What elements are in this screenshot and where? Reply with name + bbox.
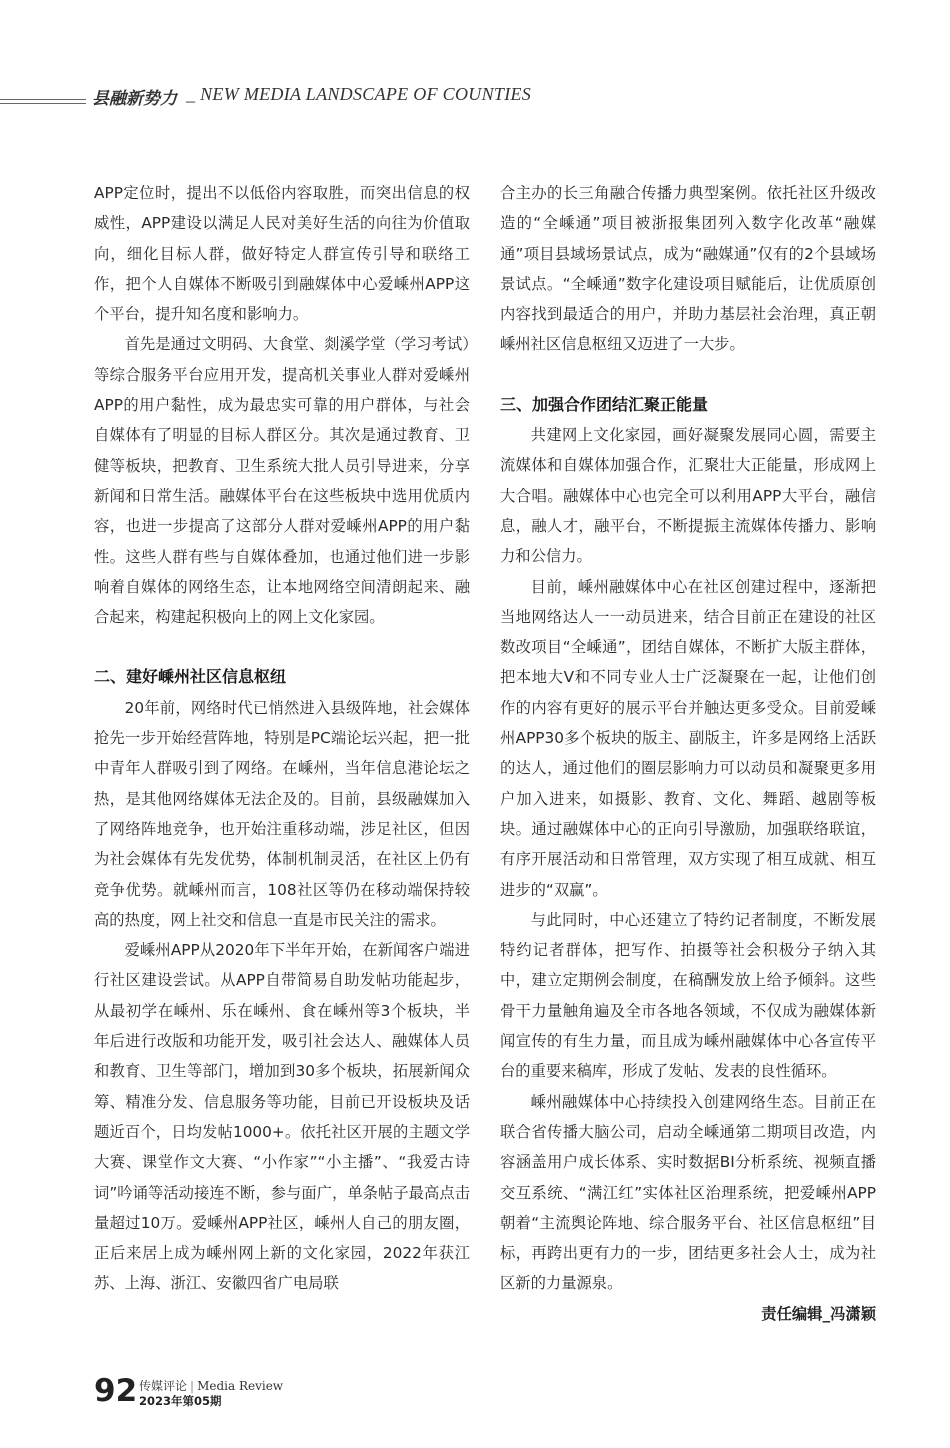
page-footer xyxy=(94,1375,494,1415)
right-column xyxy=(500,178,876,1329)
page-number: 92 xyxy=(94,1373,138,1409)
journal-name-cn: 传媒评论 xyxy=(139,1379,188,1393)
left-column xyxy=(94,178,470,1299)
section-heading: 二、建好嵊州社区信息枢纽 xyxy=(94,667,287,687)
paragraph: 目前，嵊州融媒体中心在社区创建过程中，逐渐把当地网络达人一一动员进来，结合目前正在建设的社区数改项目“全嵊通”，团结自媒体，不断扩大版主群体，把本地大V和不同专业人士广泛凝聚在一起，让他们创作的内容有更好的展示平台并触达更多受众。目前爱嵊州APP30多个板块的版主、副版主，许多是网络上活跃的达人，通过他们的圈层影响力可以动员和凝聚更多用户加入进来，如摄影、教育、文化、舞蹈、越剧等板块。通过融媒体中心的正向引导激励，加强联络联谊，有序开展活动和日常管理，双方实现了相互成就、相互进步的“双赢”。 xyxy=(500,577,876,899)
header-rule xyxy=(0,99,86,104)
running-header xyxy=(0,80,950,116)
paragraph: 与此同时，中心还建立了特约记者制度，不断发展特约记者群体，把写作、拍摄等社会积极分子纳入其中，建立定期例会制度，在稿酬发放上给予倾斜。这些骨干力量触角遍及全市各地各领域，不仅成为融媒体新闻宣传的有生力量，而且成为嵊州融媒体中心各宣传平台的重要来稿库，形成了发帖、发表的良性循环。 xyxy=(500,910,876,1081)
section-title-en xyxy=(186,84,531,105)
paragraph: 共建网上文化家园，画好凝聚发展同心圆，需要主流媒体和自媒体加强合作，汇聚壮大正能量，形成网上大合唱。融媒体中心也完全可以利用APP大平台，融信息，融人才，融平台，不断提振主流媒体传播力、影响力和公信力。 xyxy=(500,426,876,566)
journal-name xyxy=(139,1377,283,1394)
journal-name-en: Media Review xyxy=(197,1379,284,1393)
paragraph: 嵊州融媒体中心持续投入创建网络生态。目前正在联合省传播大脑公司，启动全嵊通第二期项目改造，内容涵盖用户成长体系、实时数据BI分析系统、视频直播交互系统、“满江红”实体社区治理系统，把爱嵊州APP朝着“主流舆论阵地、综合服务平台、社区信息枢纽”目标，再跨出更有力的一步，团结更多社会人士，成为社区新的力量源泉。 xyxy=(500,1092,876,1293)
spacer xyxy=(500,360,876,390)
paragraph: APP定位时，提出不以低俗内容取胜，而突出信息的权威性，APP建设以满足人民对美好生活的向往为价值取向，细化目标人群，做好特定人群宣传引导和联络工作，把个人自媒体不断吸引到融媒体中心爱嵊州APP这个平台，提升知名度和影响力。 xyxy=(94,184,470,324)
journal-separator: | xyxy=(190,1379,195,1393)
paragraph: 首先是通过文明码、大食堂、剡溪学堂（学习考试）等综合服务平台应用开发，提高机关事业人群对爱嵊州APP的用户黏性，成为最忠实可靠的用户群体，与社会自媒体有了明显的目标人群区分。其次是通过教育、卫健等板块，把教育、卫生系统大批人员引导进来，分享新闻和日常生活。融媒体平台在这些板块中选用优质内容，也进一步提高了这部分人群对爱嵊州APP的用户黏性。这些人群有些与自媒体叠加，也通过他们进一步影响着自媒体的网络生态，让本地网络空间清朗起来、融合起来，构建起积极向上的网上文化家园。 xyxy=(94,335,470,627)
paragraph: 合主办的长三角融合传播力典型案例。依托社区升级改造的“全嵊通”项目被浙报集团列入数字化改革“融媒通”项目县域场景试点，成为“融媒通”仅有的2个县域场景试点。“全嵊通”数字化建设项目赋能后，让优质原创内容找到最适合的用户，并助力基层社会治理，真正朝嵊州社区信息枢纽又迈进了一大步。 xyxy=(500,184,876,354)
section-title-cn: 县融新势力 xyxy=(92,89,177,109)
section-title-en-text: NEW MEDIA LANDSCAPE OF COUNTIES xyxy=(200,84,532,104)
responsible-editor: 责任编辑_冯潇颖 xyxy=(761,1304,876,1323)
spacer xyxy=(94,632,470,662)
header-separator: _ xyxy=(186,84,196,104)
section-heading: 三、加强合作团结汇聚正能量 xyxy=(500,394,709,414)
issue-number: 2023年第05期 xyxy=(139,1394,222,1408)
paragraph: 20年前，网络时代已悄然进入县级阵地，社会媒体抢先一步开始经营阵地，特别是PC端论坛兴起，把一批中青年人群吸引到了网络。在嵊州，当年信息港论坛之热，是其他网络媒体无法企及的。目前，县级融媒加入了网络阵地竞争，也开始注重移动端，涉足社区，但因为社会媒体有先发优势，体制机制灵活，在社区上仍有竞争优势。就嵊州而言，108社区等仍在移动端保持较高的热度，网上社交和信息一直是市民关注的需求。 xyxy=(94,698,470,929)
paragraph: 爱嵊州APP从2020年下半年开始，在新闻客户端进行社区建设尝试。从APP自带简易自助发帖功能起步，从最初学在嵊州、乐在嵊州、食在嵊州等3个板块，半年后进行改版和功能开发，吸引社会达人、融媒体人员和教育、卫生等部门，增加到30多个板块，拓展新闻众筹、精准分发、信息服务等功能，目前已开设板块及话题近百个，日均发帖1000+。依托社区开展的主题文学大赛、课堂作文大赛、“小作家”“小主播”、“我爱古诗词”吟诵等活动接连不断，参与面广，单条帖子最高点击量超过10万。爱嵊州APP社区，嵊州人自己的朋友圈，正后来居上成为嵊州网上新的文化家园，2022年获江苏、上海、浙江、安徽四省广电局联 xyxy=(94,941,470,1293)
